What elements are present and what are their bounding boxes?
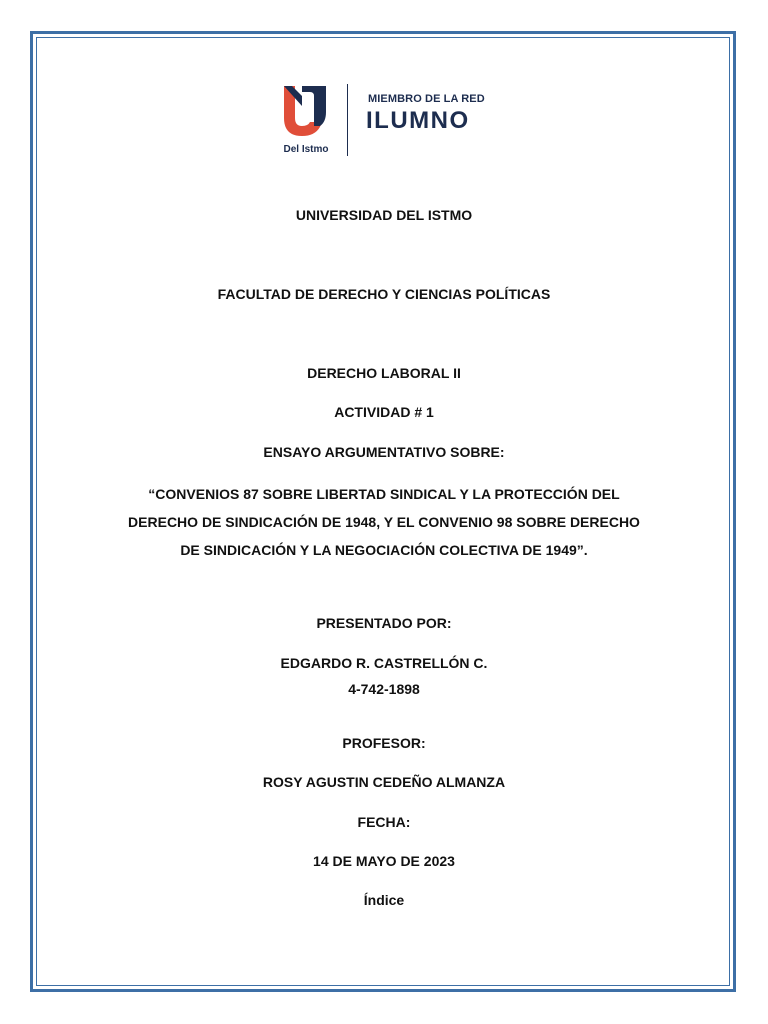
logo-brand-name: ILUMNO	[366, 107, 470, 134]
index-heading: Índice	[363, 892, 405, 908]
presented-by-label: PRESENTADO POR:	[316, 615, 452, 631]
course-name: DERECHO LABORAL II	[307, 365, 461, 381]
faculty-name: FACULTAD DE DERECHO Y CIENCIAS POLÍTICAS	[217, 286, 551, 302]
author-name: EDGARDO R. CASTRELLÓN C.	[280, 655, 488, 671]
university-logo	[280, 82, 490, 158]
essay-title	[80, 480, 688, 564]
essay-title-line: DERECHO DE SINDICACIÓN DE 1948, Y EL CONVENIO 98 SOBRE DERECHO	[128, 514, 640, 530]
university-name: UNIVERSIDAD DEL ISTMO	[295, 207, 473, 223]
logo-subtitle: Del Istmo	[283, 144, 329, 155]
author-id: 4-742-1898	[348, 681, 420, 697]
professor-name: ROSY AGUSTIN CEDEÑO ALMANZA	[262, 774, 506, 790]
professor-label: PROFESOR:	[342, 735, 426, 751]
logo-member-label: MIEMBRO DE LA RED	[368, 93, 485, 105]
essay-title-line: DE SINDICACIÓN Y LA NEGOCIACIÓN COLECTIVA DE 1949”.	[180, 542, 588, 558]
essay-label: ENSAYO ARGUMENTATIVO SOBRE:	[263, 444, 505, 460]
essay-title-line: “CONVENIOS 87 SOBRE LIBERTAD SINDICAL Y LA PROTECCIÓN DEL	[148, 486, 620, 502]
date-value: 14 DE MAYO DE 2023	[313, 853, 455, 869]
activity-label: ACTIVIDAD # 1	[334, 404, 434, 420]
date-label: FECHA:	[357, 814, 411, 830]
logo-divider	[347, 84, 348, 156]
